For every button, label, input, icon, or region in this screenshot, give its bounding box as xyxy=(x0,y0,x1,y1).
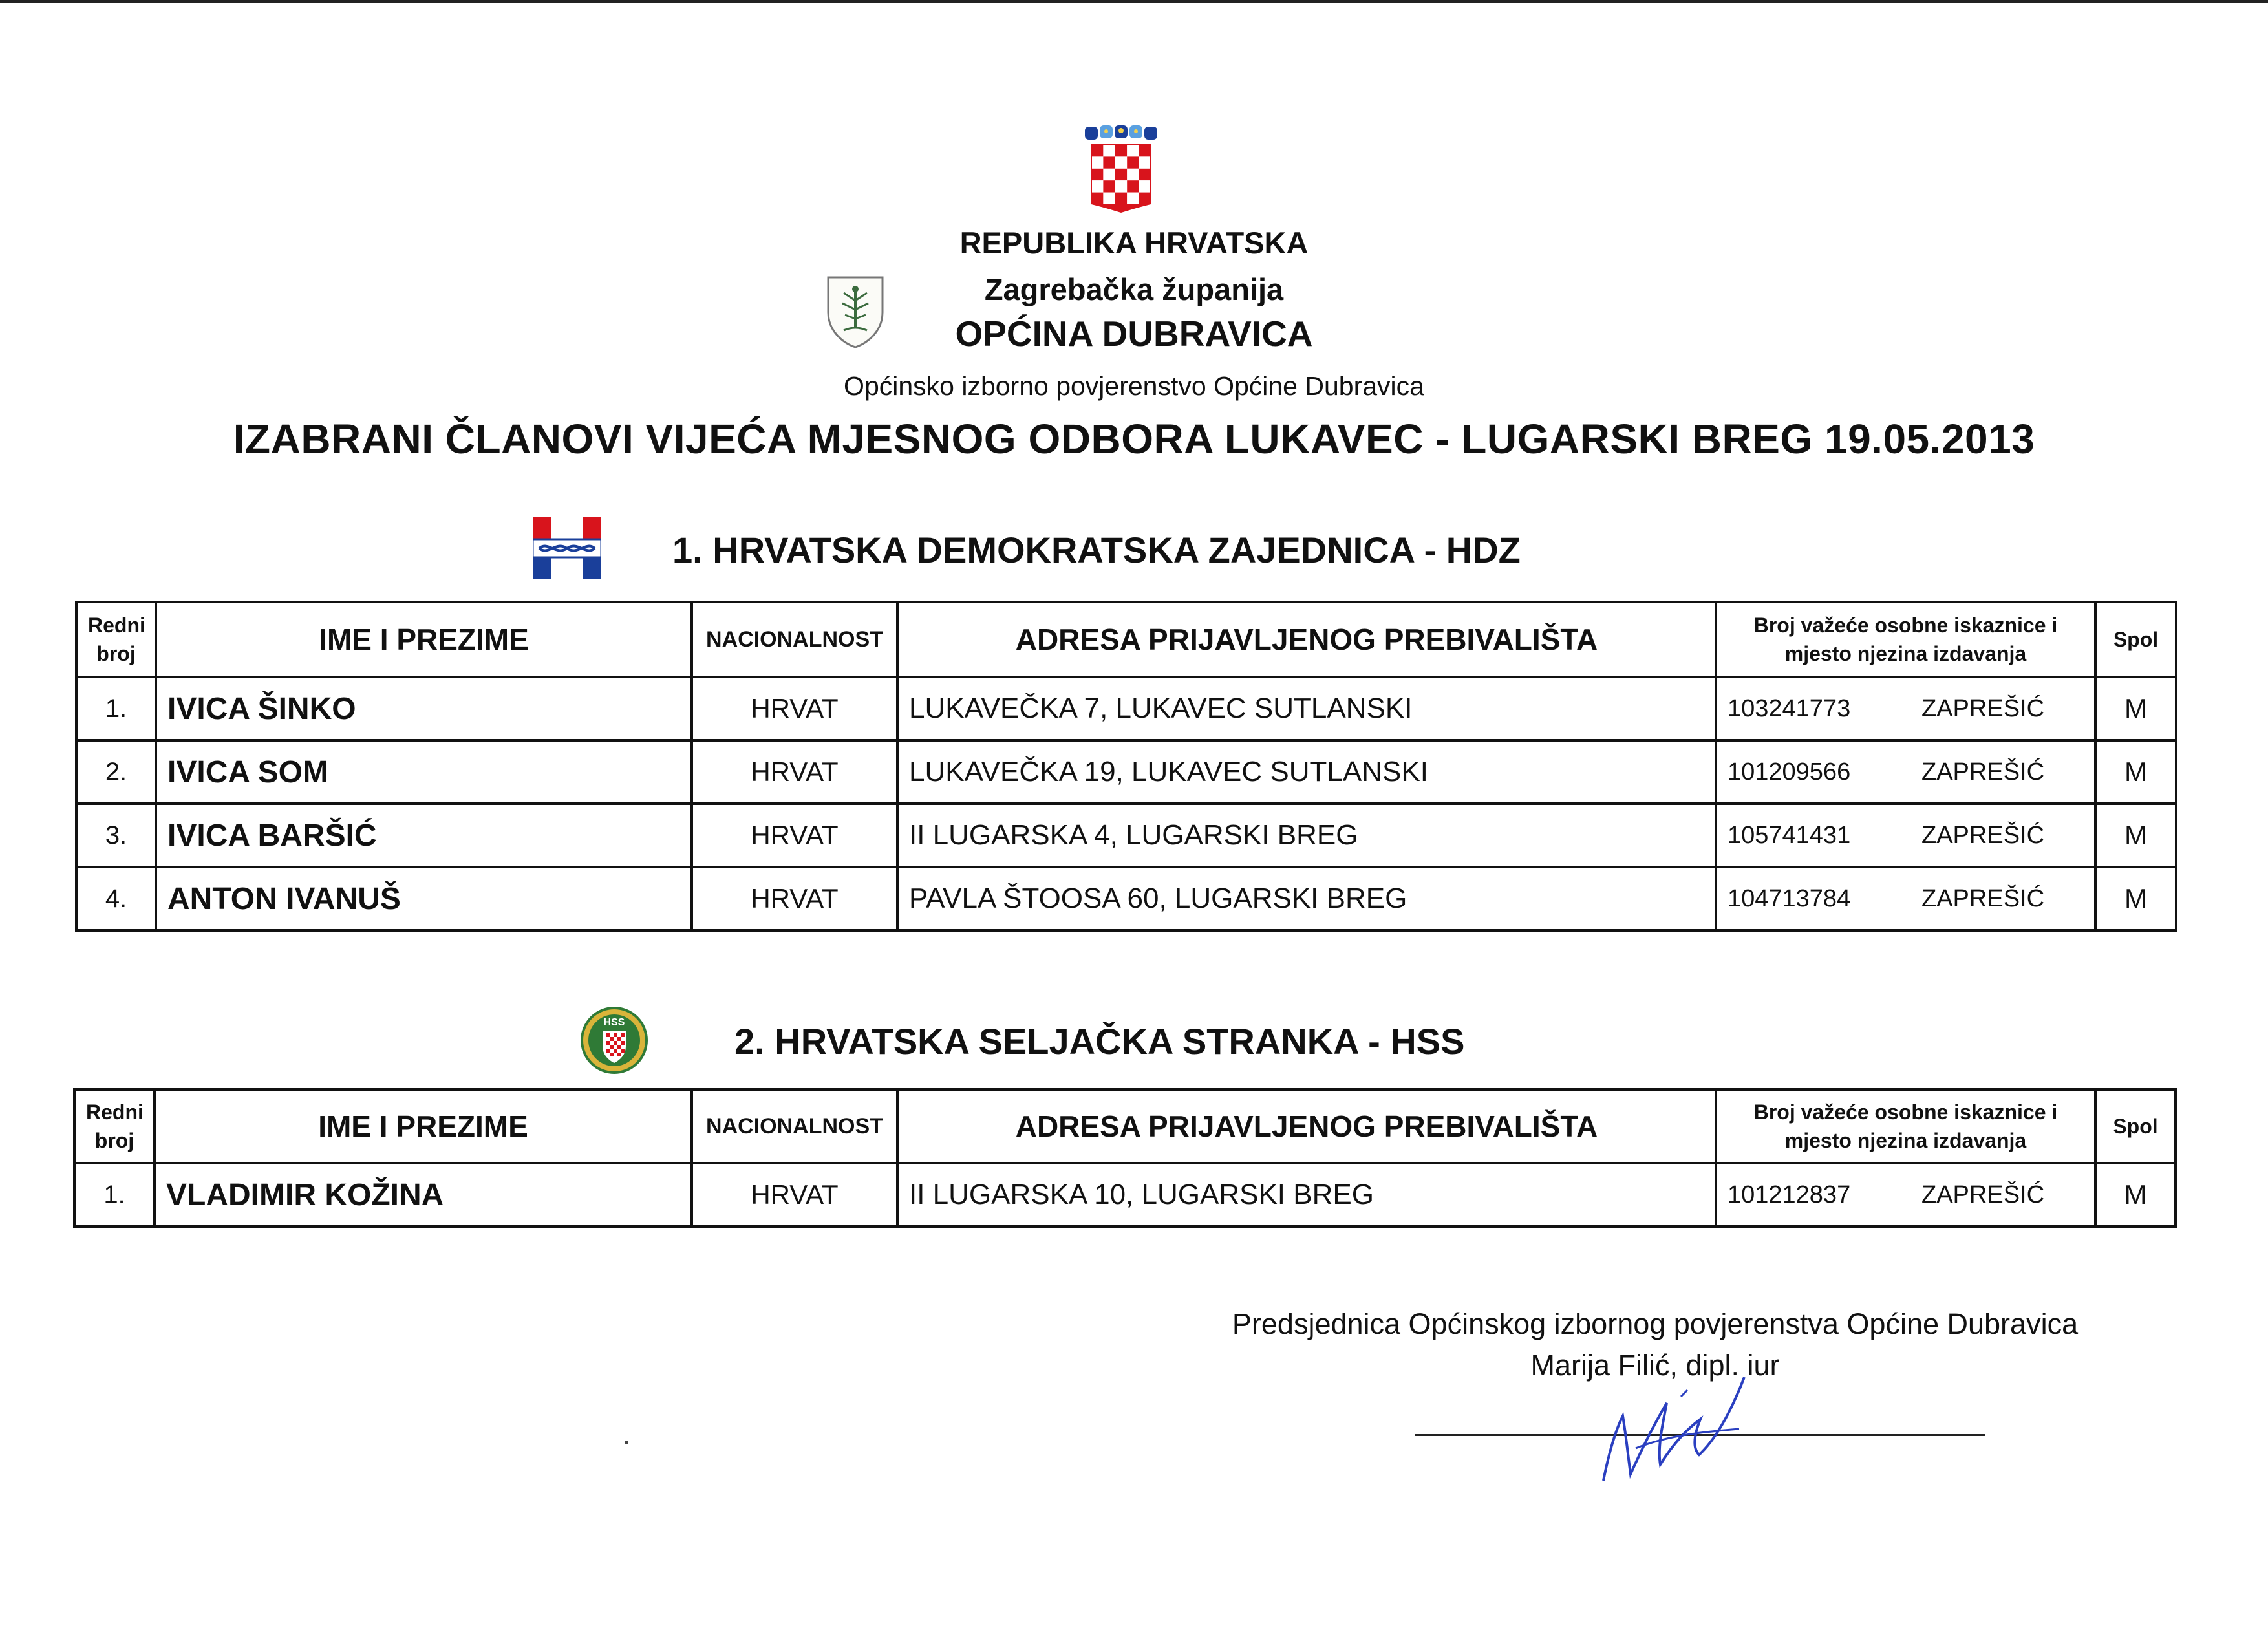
col-header-no: Redni broj xyxy=(74,1089,155,1163)
col-header-address: ADRESA PRIJAVLJENOG PREBIVALIŠTA xyxy=(897,602,1716,677)
party-title-hdz: 1. HRVATSKA DEMOKRATSKA ZAJEDNICA - HDZ xyxy=(672,530,1521,570)
header-commission: Općinsko izborno povjerenstvo Općine Dubravica xyxy=(844,371,1424,401)
member-name: VLADIMIR KOŽINA xyxy=(155,1163,692,1227)
member-id-number: 101212837 xyxy=(1728,1181,1851,1208)
member-sex: M xyxy=(2095,740,2176,804)
member-id-place: ZAPREŠIĆ xyxy=(1921,758,2045,786)
checkerboard-shield xyxy=(1091,145,1151,212)
member-address: LUKAVEČKA 19, LUKAVEC SUTLANSKI xyxy=(897,740,1716,804)
document-title: IZABRANI ČLANOVI VIJEĆA MJESNOG ODBORA LUKAVEC - LUGARSKI BREG 19.05.2013 xyxy=(233,416,2035,462)
member-sex: M xyxy=(2095,677,2176,740)
col-header-id: Broj važeće osobne iskaznice i mjesto njezina izdavanja xyxy=(1716,602,2095,677)
member-id-document xyxy=(1716,1163,2095,1227)
member-id-number: 104713784 xyxy=(1728,884,1851,912)
member-row xyxy=(76,740,2176,804)
col-header-address: ADRESA PRIJAVLJENOG PREBIVALIŠTA xyxy=(897,1089,1716,1163)
hdz-logo-icon xyxy=(533,517,601,579)
member-address: II LUGARSKA 10, LUGARSKI BREG xyxy=(897,1163,1716,1227)
members-table-hdz xyxy=(75,601,2177,932)
header-county: Zagrebačka županija xyxy=(984,272,1284,306)
member-name: IVICA BARŠIĆ xyxy=(156,804,692,867)
member-id-number: 105741431 xyxy=(1728,821,1851,849)
member-number: 3. xyxy=(76,804,156,867)
member-row xyxy=(76,804,2176,867)
member-id-place: ZAPREŠIĆ xyxy=(1921,694,2045,722)
member-address: II LUGARSKA 4, LUGARSKI BREG xyxy=(897,804,1716,867)
member-name: IVICA SOM xyxy=(156,740,692,804)
member-nationality: HRVAT xyxy=(692,1163,897,1227)
member-id-document xyxy=(1716,867,2095,930)
member-sex: M xyxy=(2095,867,2176,930)
header-country: REPUBLIKA HRVATSKA xyxy=(959,226,1309,260)
col-header-id: Broj važeće osobne iskaznice i mjesto njezina izdavanja xyxy=(1716,1089,2095,1163)
member-nationality: HRVAT xyxy=(692,677,897,740)
member-name: IVICA ŠINKO xyxy=(156,677,692,740)
member-row xyxy=(74,1163,2176,1227)
scan-top-edge xyxy=(0,0,2268,3)
member-id-document xyxy=(1716,740,2095,804)
member-id-document xyxy=(1716,677,2095,740)
member-row xyxy=(76,677,2176,740)
col-header-nationality: NACIONALNOST xyxy=(692,1089,897,1163)
col-header-nationality: NACIONALNOST xyxy=(692,602,897,677)
hss-logo-icon xyxy=(581,1003,648,1077)
croatian-coat-of-arms xyxy=(1082,125,1160,213)
member-address: PAVLA ŠTOOSA 60, LUGARSKI BREG xyxy=(897,867,1716,930)
member-sex: M xyxy=(2095,1163,2176,1227)
member-id-place: ZAPREŠIĆ xyxy=(1921,884,2045,912)
member-nationality: HRVAT xyxy=(692,740,897,804)
col-header-sex: Spol xyxy=(2095,602,2176,677)
member-id-place: ZAPREŠIĆ xyxy=(1921,821,2045,849)
col-header-sex: Spol xyxy=(2095,1089,2176,1163)
member-address: LUKAVEČKA 7, LUKAVEC SUTLANSKI xyxy=(897,677,1716,740)
member-nationality: HRVAT xyxy=(692,867,897,930)
member-number: 1. xyxy=(76,677,156,740)
member-name: ANTON IVANUŠ xyxy=(156,867,692,930)
header-municipality: OPĆINA DUBRAVICA xyxy=(955,314,1313,354)
member-id-place: ZAPREŠIĆ xyxy=(1921,1181,2045,1208)
member-number: 4. xyxy=(76,867,156,930)
member-row xyxy=(76,867,2176,930)
members-table-hss-body xyxy=(74,1163,2176,1227)
handwritten-signature xyxy=(1590,1351,1784,1487)
party-title-hss: 2. HRVATSKA SELJAČKA STRANKA - HSS xyxy=(734,1021,1465,1062)
scan-speck xyxy=(625,1441,628,1444)
member-id-document xyxy=(1716,804,2095,867)
member-sex: M xyxy=(2095,804,2176,867)
member-number: 1. xyxy=(74,1163,155,1227)
col-header-no: Redni broj xyxy=(76,602,156,677)
member-number: 2. xyxy=(76,740,156,804)
member-id-number: 101209566 xyxy=(1728,758,1851,786)
col-header-name: IME I PREZIME xyxy=(155,1089,692,1163)
signatory-role: Predsjednica Općinskog izbornog povjerenstva Općine Dubravica xyxy=(1232,1307,2079,1340)
signatory-name: Marija Filić, dipl. iur xyxy=(1530,1349,1780,1382)
col-header-name: IME I PREZIME xyxy=(156,602,692,677)
hss-logo-text: HSS xyxy=(603,1017,625,1028)
crown-icon xyxy=(1085,125,1157,140)
member-nationality: HRVAT xyxy=(692,804,897,867)
members-table-hdz-body xyxy=(76,677,2176,930)
members-table-hss xyxy=(73,1088,2177,1228)
member-id-number: 103241773 xyxy=(1728,694,1851,722)
